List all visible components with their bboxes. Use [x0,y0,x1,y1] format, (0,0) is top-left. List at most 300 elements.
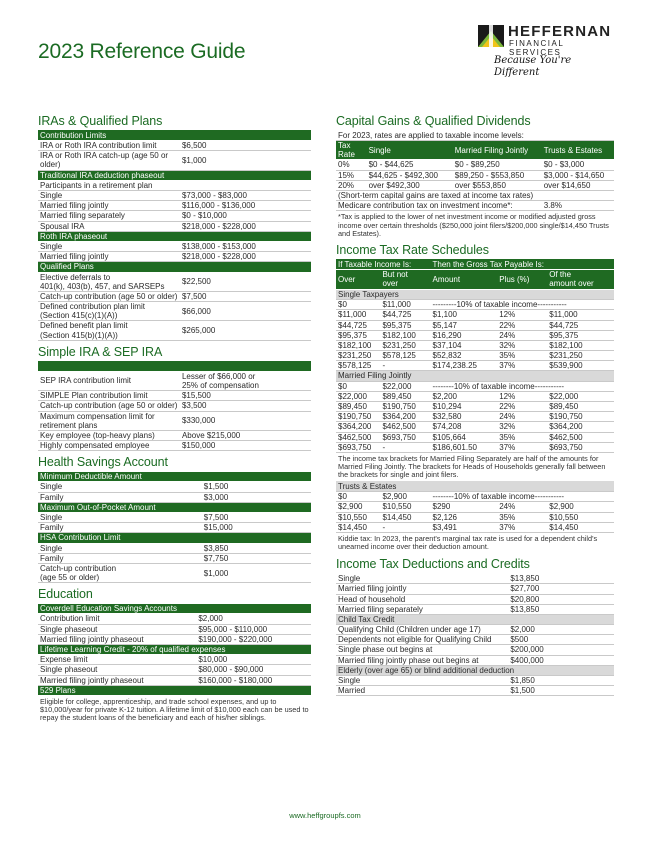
row-value [180,180,311,190]
rates-cell: $364,200 [336,422,380,432]
row-value: $27,700 [508,584,614,594]
cg-cell: 20% [336,180,367,190]
rates-cell: $14,450 [547,522,614,532]
rates-cell: $186,601.50 [431,442,498,452]
row-label: Participants in a retirement plan [38,180,180,190]
row-value: $218,000 - $228,000 [180,221,311,231]
section-header-row [38,644,311,654]
rates-cell: $89,450 [380,391,430,401]
row-value: $1,500 [202,482,311,492]
rates-cell: $2,900 [547,502,614,512]
row-value: $13,850 [508,604,614,614]
row-value: $138,000 - $153,000 [180,241,311,251]
section-label: 529 Plans [38,685,311,695]
row-value: $2,000 [508,625,614,635]
rates-cell: $95,375 [380,320,430,330]
rates-cell: 12% [497,391,547,401]
rates-cell: $462,500 [547,432,614,442]
row-value: $20,800 [508,594,614,604]
table-row [38,634,311,644]
row-value: $190,000 - $220,000 [196,634,311,644]
rates-cell: 35% [497,432,547,442]
rates-cell: $22,000 [547,391,614,401]
row-value: $10,000 [196,655,311,665]
rates-cell: $89,450 [336,402,380,412]
table-row [336,655,614,665]
row-label: Married filing jointly phaseout [38,634,196,644]
row-label: Family [38,523,202,533]
section-label: HSA Contribution Limit [38,533,311,543]
ira-table [38,130,311,340]
cg-medicare-value: 3.8% [542,201,614,211]
table-row [336,391,614,401]
rates-group-row [336,371,614,381]
logo-name: HEFFERNAN [508,23,612,40]
table-row [336,351,614,361]
capital-gains-table [336,130,614,211]
heffernan-logo-icon [478,25,504,47]
cg-short-term: (Short-term capital gains are taxed at income tax rates) [336,191,614,201]
rates-cell: $44,725 [380,310,430,320]
rates-cell: $74,208 [431,422,498,432]
cg-note: *Tax is applied to the lower of net investment income or modified adjusted gross income over certain thresholds ($250,000 joint filers/$200,000 single/$14,450 Trusts and Estates). [338,212,609,238]
rates-cell: 37% [497,361,547,371]
table-row [336,635,614,645]
row-label: IRA or Roth IRA catch-up (age 50 or older) [38,151,180,170]
ira-heading: IRAs & Qualified Plans [38,114,163,128]
row-value: $160,000 - $180,000 [196,675,311,685]
rates-cell: $44,725 [336,320,380,330]
section-label: Minimum Deductible Amount [38,472,311,482]
rates-cell: $174,238.25 [431,361,498,371]
table-row [38,492,311,502]
table-row [336,300,614,310]
row-label: IRA or Roth IRA contribution limit [38,141,180,151]
rates-cell: 22% [497,402,547,412]
table-row [336,512,614,522]
row-value: $3,000 [202,492,311,502]
row-value: $3,500 [180,401,311,411]
rates-cell: $22,000 [336,391,380,401]
rates-cell: $693,750 [380,432,430,442]
cg-cell: over $14,650 [542,180,614,190]
rates-cell: $182,100 [336,340,380,350]
section-header-row [38,231,311,241]
row-value: $500 [508,635,614,645]
logo-subtitle: FINANCIAL SERVICES [509,39,564,58]
row-label: Dependents not eligible for Qualifying Child [336,635,508,645]
rates-cell: $231,250 [547,351,614,361]
rates-header-income: If Taxable Income Is: [336,259,431,269]
cg-medicare: Medicare contribution tax on investment income*: [336,201,542,211]
rates-cell: $89,450 [547,402,614,412]
section-header-row [38,685,311,695]
row-value: $7,500 [180,291,311,301]
row-value: $15,000 [202,523,311,533]
section-header-row [38,604,311,614]
rates-cell: 32% [497,340,547,350]
table-row [336,402,614,412]
row-value: $15,500 [180,391,311,401]
rates-cell: $95,375 [336,330,380,340]
cg-column-header: Single [367,141,453,160]
row-label: Married filing jointly [38,201,180,211]
section-header-row [38,262,311,272]
rates-cell: $32,580 [431,412,498,422]
row-value: $218,000 - $228,000 [180,252,311,262]
row-value: $6,500 [180,141,311,151]
table-row [336,170,614,180]
table-row [38,180,311,190]
rates-cell: $10,294 [431,402,498,412]
table-row [38,441,311,451]
section-label: Roth IRA phaseout [38,231,311,241]
row-label: Single phase out begins at [336,645,508,655]
rates-cell: 24% [497,330,547,340]
rates-cell: $95,375 [547,330,614,340]
rates-cell: $16,290 [431,330,498,340]
row-label: Highly compensated employee [38,441,180,451]
row-label: Family [38,492,202,502]
cg-cell: $3,000 - $14,650 [542,170,614,180]
cg-column-header: Tax Rate [336,141,367,160]
rates-column-header: But not over [380,269,430,289]
rates-cell: 12% [497,310,547,320]
section-label: Lifetime Learning Credit - 20% of qualified expenses [38,644,311,654]
row-value: $2,000 [196,614,311,624]
rates-note-row [336,452,614,481]
cg-cell: $44,625 - $492,300 [367,170,453,180]
rates-cell: $3,491 [431,522,498,532]
row-value: $7,750 [202,553,311,563]
table-row [336,645,614,655]
section-header-row [38,170,311,180]
rates-group-label: Single Taxpayers [336,289,614,299]
rates-cell: $578,125 [336,361,380,371]
rates-note: Kiddie tax: In 2023, the parent's marginal tax rate is used for a dependent child's unearned income over their deduction amount. [338,533,598,552]
row-label: Married filing jointly [38,252,180,262]
rates-cell: $693,750 [547,442,614,452]
table-row [336,522,614,532]
hsa-heading: Health Savings Account [38,455,168,470]
rates-cell: 24% [497,502,547,512]
rates-cell: $11,000 [336,310,380,320]
row-value: $150,000 [180,441,311,451]
table-row [336,584,614,594]
rates-cell: --------10% of taxable income----------- [431,492,615,502]
cg-cell: 15% [336,170,367,180]
table-row [336,160,614,170]
table-row [38,482,311,492]
table-row [38,624,311,634]
rates-cell: $11,000 [380,300,430,310]
company-logo [478,23,618,78]
row-label: Catch-up contribution (age 50 or older) [38,291,180,301]
row-value: $7,500 [202,513,311,523]
rates-cell: - [380,361,430,371]
rates-column-header: Of the amount over [547,269,614,289]
table-row [38,302,311,321]
rates-cell: $182,100 [547,340,614,350]
row-label: Catch-up contribution (age 55 or older) [38,563,202,582]
table-row [336,320,614,330]
rates-cell: $2,200 [431,391,498,401]
footer-url[interactable]: www.heffgroupfs.com [289,811,361,820]
row-label: Single [336,574,508,584]
row-label: Single [336,676,508,686]
section-header-row [38,533,311,543]
table-row [336,502,614,512]
table-row [336,594,614,604]
table-row [336,330,614,340]
simple-ira-table [38,361,311,451]
row-label: Defined benefit plan limit (Section 415(b)(1)(A)) [38,321,180,340]
row-label: Married filing separately [336,604,508,614]
row-label: Single [38,482,202,492]
table-row [38,291,311,301]
table-row [38,513,311,523]
row-label: Expense limit [38,655,196,665]
rates-cell: $10,550 [547,512,614,522]
section-header-row [38,130,311,140]
rates-note-row [336,532,614,553]
rates-cell: $11,000 [547,310,614,320]
right-column [336,114,614,696]
table-row [38,272,311,291]
table-row [38,563,311,582]
rates-cell: $190,750 [547,412,614,422]
row-value: $265,000 [180,321,311,340]
row-value: $1,850 [508,676,614,686]
table-row [38,252,311,262]
table-row [336,361,614,371]
capital-gains-heading: Capital Gains & Qualified Dividends [336,114,531,128]
table-row [38,391,311,401]
cg-cell: 0% [336,160,367,170]
table-row [38,221,311,231]
rates-cell: $37,104 [431,340,498,350]
cg-intro: For 2023, rates are applied to taxable income levels: [336,130,614,140]
row-value: $80,000 - $90,000 [196,665,311,675]
rates-cell: 35% [497,351,547,361]
rates-column-header: Over [336,269,380,289]
row-value: $95,000 - $110,000 [196,624,311,634]
rates-cell: 35% [497,512,547,522]
row-value: $1,000 [202,563,311,582]
table-row [38,151,311,170]
rates-cell: $578,125 [380,351,430,361]
rates-cell: $0 [336,300,380,310]
section-label: Traditional IRA deduction phaseout [38,170,311,180]
rates-cell: $2,900 [336,502,380,512]
table-row [336,340,614,350]
table-row [336,492,614,502]
section-label: Coverdell Education Savings Accounts [38,604,311,614]
table-row [336,442,614,452]
rates-cell: $182,100 [380,330,430,340]
table-row [38,141,311,151]
row-label: Spousal IRA [38,221,180,231]
education-table [38,604,311,696]
row-label: Defined contribution plan limit (Section 415(c)(1)(A)) [38,302,180,321]
rates-cell: $22,000 [380,381,430,391]
rates-header-tax: Then the Gross Tax Payable Is: [431,259,615,269]
rates-cell: 37% [497,442,547,452]
table-row [336,676,614,686]
section-label [38,361,311,371]
row-value: $1,000 [180,151,311,170]
529-note: Eligible for college, apprenticeship, and trade school expenses, and up to $10,000/year for private K-12 tuition. A lifetime limit of $10,000 each can be used to repay the student loans of the beneficiary and each of his/her siblings. [40,696,309,723]
rates-header-row [336,259,614,269]
row-value: $200,000 [508,645,614,655]
row-label: Maximum compensation limit for retirement plans [38,411,180,430]
table-row [38,431,311,441]
cg-cell: over $492,300 [367,180,453,190]
rates-cell: $5,147 [431,320,498,330]
row-value: $330,000 [180,411,311,430]
rates-cell: $105,664 [431,432,498,442]
rates-cell: $364,200 [380,412,430,422]
section-label: Qualified Plans [38,262,311,272]
row-label: Single phaseout [38,624,196,634]
row-label: Married filing jointly phase out begins at [336,655,508,665]
table-row [38,665,311,675]
table-row [38,614,311,624]
rates-cell: 32% [497,422,547,432]
row-label: Head of household [336,594,508,604]
rates-group-row [336,289,614,299]
rates-cell: $10,550 [380,502,430,512]
rates-cell: 22% [497,320,547,330]
rates-cell: $231,250 [380,340,430,350]
left-column [38,114,311,724]
section-header-row [38,472,311,482]
rates-cell: $190,750 [380,402,430,412]
rates-cell: $290 [431,502,498,512]
row-label: Single phaseout [38,665,196,675]
cg-cell: $0 - $44,625 [367,160,453,170]
rates-cell: $364,200 [547,422,614,432]
table-row [38,201,311,211]
table-row [38,401,311,411]
table-row [38,321,311,340]
rates-cell: $52,832 [431,351,498,361]
section-label: Contribution Limits [38,130,311,140]
table-row [336,422,614,432]
rates-cell: $539,900 [547,361,614,371]
rates-cell: $14,450 [336,522,380,532]
table-row [38,211,311,221]
rates-cell: $0 [336,381,380,391]
rates-cell: $0 [336,492,380,502]
table-row [336,432,614,442]
section-header-row [336,614,614,624]
rates-cell: $462,500 [336,432,380,442]
row-label: Family [38,553,202,563]
table-row [38,553,311,563]
table-row [38,543,311,553]
rate-schedules-heading: Income Tax Rate Schedules [336,242,489,257]
row-label: Married filing jointly [336,584,508,594]
section-header-row [38,361,311,371]
rates-column-header: Amount [431,269,498,289]
row-label: Qualifying Child (Children under age 17) [336,625,508,635]
cg-cell: $89,250 - $553,850 [453,170,542,180]
table-row [336,381,614,391]
rates-cell: $14,450 [380,512,430,522]
rates-cell: ---------10% of taxable income----------- [431,300,615,310]
table-row [38,523,311,533]
row-value: Above $215,000 [180,431,311,441]
cg-column-header: Married Filing Jointly [453,141,542,160]
rates-subheader-row [336,269,614,289]
table-row [38,411,311,430]
rates-cell: $1,100 [431,310,498,320]
row-label: Single [38,191,180,201]
row-value: $116,000 - $136,000 [180,201,311,211]
hsa-table [38,472,311,584]
rates-cell: $44,725 [547,320,614,330]
table-row [38,241,311,251]
table-row [336,604,614,614]
row-label: Single [38,543,202,553]
row-value: $1,500 [508,686,614,696]
row-label: SEP IRA contribution limit [38,371,180,390]
table-row [38,191,311,201]
row-label: SIMPLE Plan contribution limit [38,391,180,401]
rates-group-label: Trusts & Estates [336,481,614,491]
table-row [336,180,614,190]
table-row [38,675,311,685]
row-label: Key employee (top-heavy plans) [38,431,180,441]
rates-column-header: Plus (%) [497,269,547,289]
rates-cell: - [380,522,430,532]
row-label: Elective deferrals to 401(k), 403(b), 457, and SARSEPs [38,272,180,291]
row-label: Single [38,241,180,251]
section-header-row [336,665,614,675]
rates-note: The income tax brackets for Married Filing Separately are half of the amounts for Married Filing Jointly. The brackets for Heads of Households generally fall between the brackets for single and joint filers. [338,453,606,480]
row-label: Catch-up contribution (age 50 or older) [38,401,180,411]
rates-cell: $2,900 [380,492,430,502]
section-label: Child Tax Credit [336,614,614,624]
table-row [336,625,614,635]
rates-cell: 37% [497,522,547,532]
row-value: $0 - $10,000 [180,211,311,221]
rates-cell: $693,750 [336,442,380,452]
cg-column-header: Trusts & Estates [542,141,614,160]
rates-cell: - [380,442,430,452]
table-row [38,655,311,665]
section-label: Maximum Out-of-Pocket Amount [38,502,311,512]
row-value: $3,850 [202,543,311,553]
row-label: Married filing jointly phaseout [38,675,196,685]
rates-cell: $231,250 [336,351,380,361]
deductions-heading: Income Tax Deductions and Credits [336,557,530,572]
logo-tagline: Because You're Different [494,55,572,78]
row-value: $400,000 [508,655,614,665]
row-value: $22,500 [180,272,311,291]
table-row [336,686,614,696]
row-value: $66,000 [180,302,311,321]
deductions-table [336,574,614,697]
rates-cell: 24% [497,412,547,422]
cg-cell: over $553,850 [453,180,542,190]
rate-schedules-table [336,259,614,553]
simple-ira-heading: Simple IRA & SEP IRA [38,344,163,359]
row-value: $13,850 [508,574,614,584]
row-label: Contribution limit [38,614,196,624]
rates-cell: $2,126 [431,512,498,522]
